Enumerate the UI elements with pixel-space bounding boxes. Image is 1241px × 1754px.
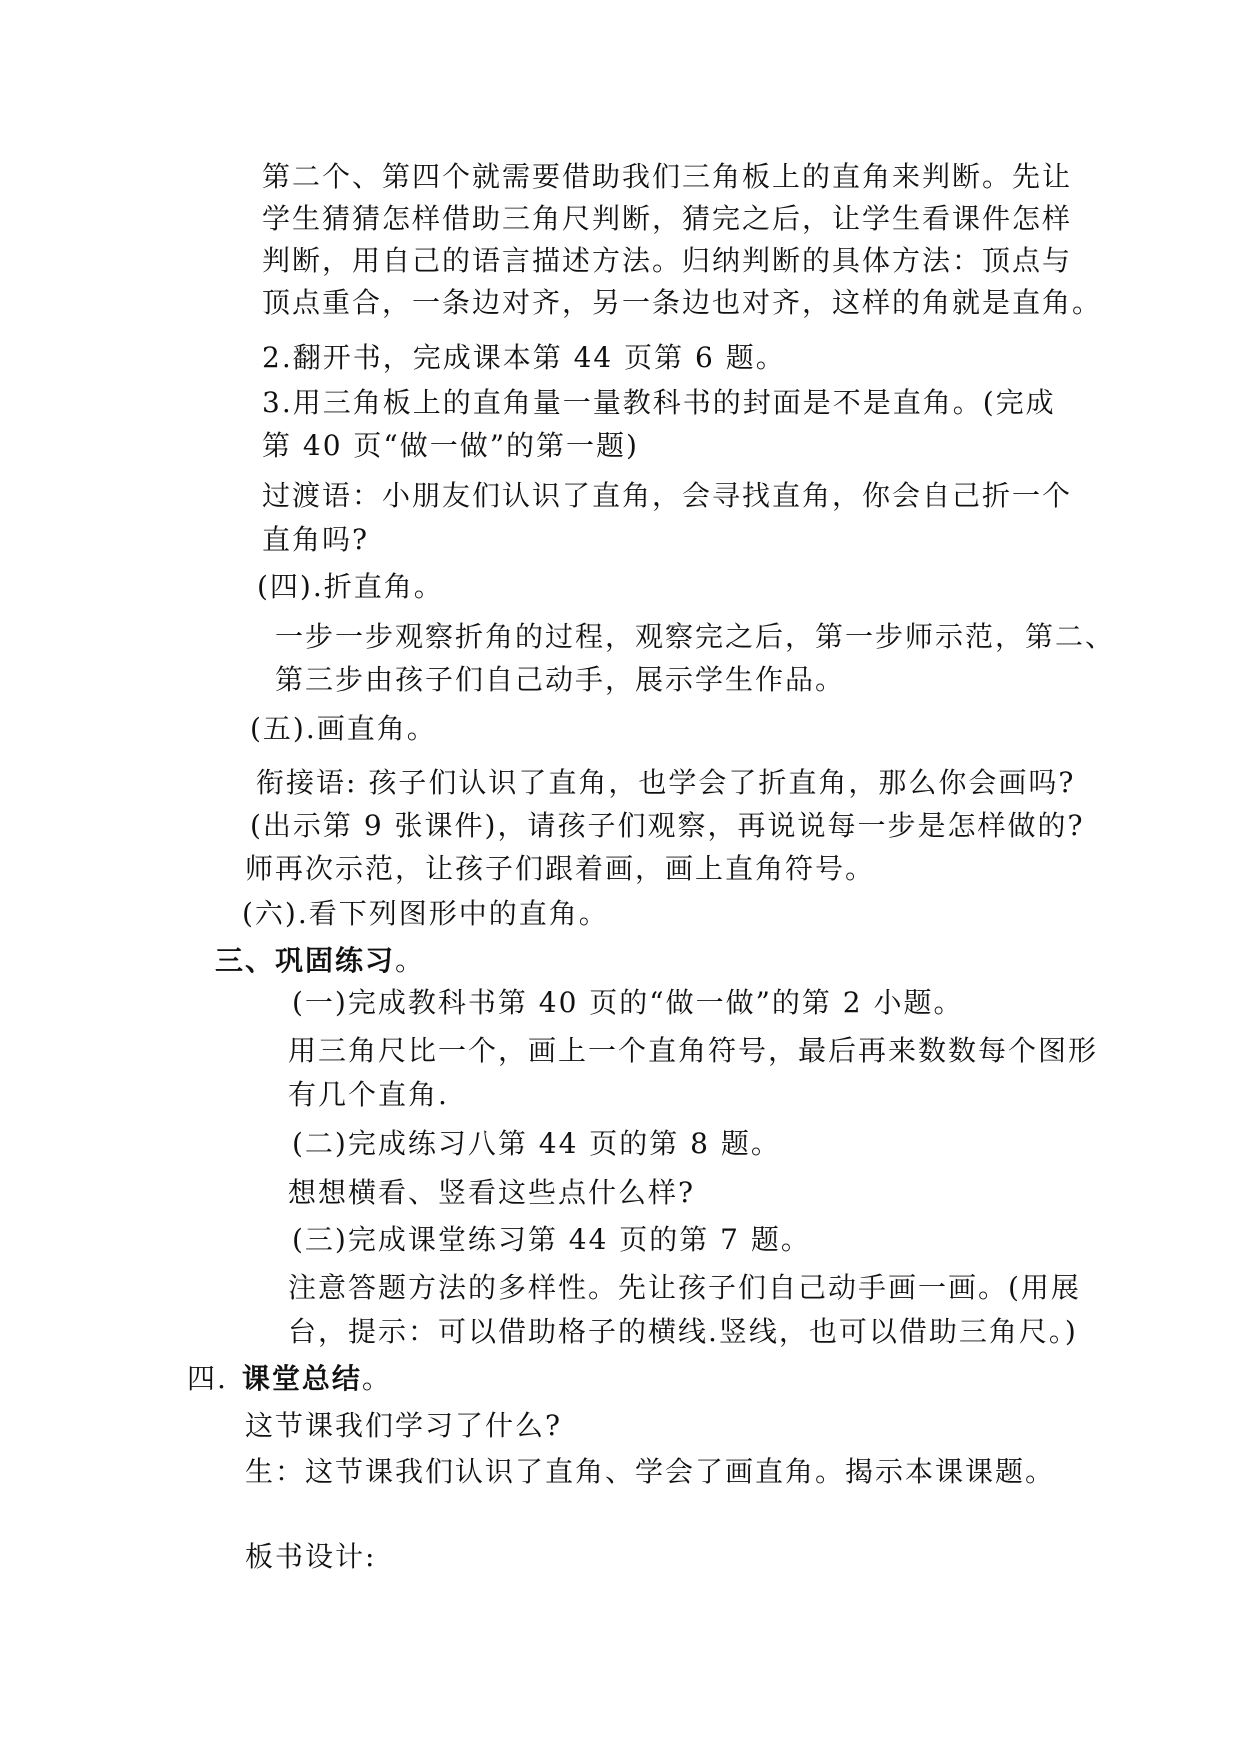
paragraph-line: 2.翻开书，完成课本第 44 页第 6 题。 (262, 341, 786, 374)
section-heading-suffix: 。 (395, 944, 426, 977)
paragraph-line: 3.用三角板上的直角量一量教科书的封面是不是直角。(完成 (262, 386, 1056, 419)
paragraph-line: 第三步由孩子们自己动手，展示学生作品。 (275, 663, 846, 696)
paragraph-line: 直角吗? (262, 523, 370, 556)
section-heading (187, 1359, 392, 1399)
paragraph-line: 一步一步观察折角的过程，观察完之后，第一步师示范，第二、 (275, 620, 1116, 653)
paragraph-line: 师再次示范，让孩子们跟着画，画上直角符号。 (245, 852, 876, 885)
paragraph-line: (一)完成教科书第 40 页的“做一做”的第 2 小题。 (292, 986, 964, 1019)
paragraph-line: 判断，用自己的语言描述方法。归纳判断的具体方法：顶点与 (262, 244, 1073, 277)
section-subheading: (五).画直角。 (250, 712, 437, 745)
board-design-label: 板书设计: (245, 1540, 377, 1573)
paragraph-line: (二)完成练习八第 44 页的第 8 题。 (292, 1127, 781, 1160)
section-subheading: (四).折直角。 (257, 570, 444, 603)
paragraph-line: 第二个、第四个就需要借助我们三角板上的直角来判断。先让 (262, 160, 1073, 193)
section-heading-label: 课堂总结 (241, 1362, 362, 1395)
paragraph-line: 台，提示：可以借助格子的横线.竖线，也可以借助三角尺。) (288, 1315, 1078, 1348)
paragraph-line: (三)完成课堂练习第 44 页的第 7 题。 (292, 1223, 811, 1256)
paragraph-line: 有几个直角. (288, 1078, 449, 1111)
paragraph-line: 过渡语：小朋友们认识了直角，会寻找直角，你会自己折一个 (262, 479, 1073, 512)
paragraph-line: 衔接语: 孩子们认识了直角，也学会了折直角，那么你会画吗? (256, 766, 1076, 799)
section-heading-suffix: 。 (361, 1362, 392, 1395)
section-heading (215, 941, 425, 981)
paragraph-line: 学生猜猜怎样借助三角尺判断，猜完之后，让学生看课件怎样 (262, 202, 1073, 235)
paragraph-line: (出示第 9 张课件)，请孩子们观察，再说说每一步是怎样做的? (250, 809, 1085, 842)
paragraph-line: 第 40 页“做一做”的第一题) (262, 429, 639, 462)
paragraph-line: 这节课我们学习了什么? (245, 1409, 563, 1442)
paragraph-line: 注意答题方法的多样性。先让孩子们自己动手画一画。(用展 (288, 1271, 1081, 1304)
section-subheading: (六).看下列图形中的直角。 (242, 897, 609, 930)
paragraph-line: 生：这节课我们认识了直角、学会了画直角。揭示本课课题。 (245, 1455, 1056, 1488)
paragraph-line: 用三角尺比一个，画上一个直角符号，最后再来数数每个图形 (288, 1034, 1099, 1067)
section-heading-number: 四. (187, 1362, 228, 1395)
paragraph-line: 想想横看、竖看这些点什么样? (288, 1176, 696, 1209)
paragraph-line: 顶点重合，一条边对齐，另一条边也对齐，这样的角就是直角。 (262, 286, 1103, 319)
section-heading-label: 三、巩固练习 (215, 944, 396, 977)
